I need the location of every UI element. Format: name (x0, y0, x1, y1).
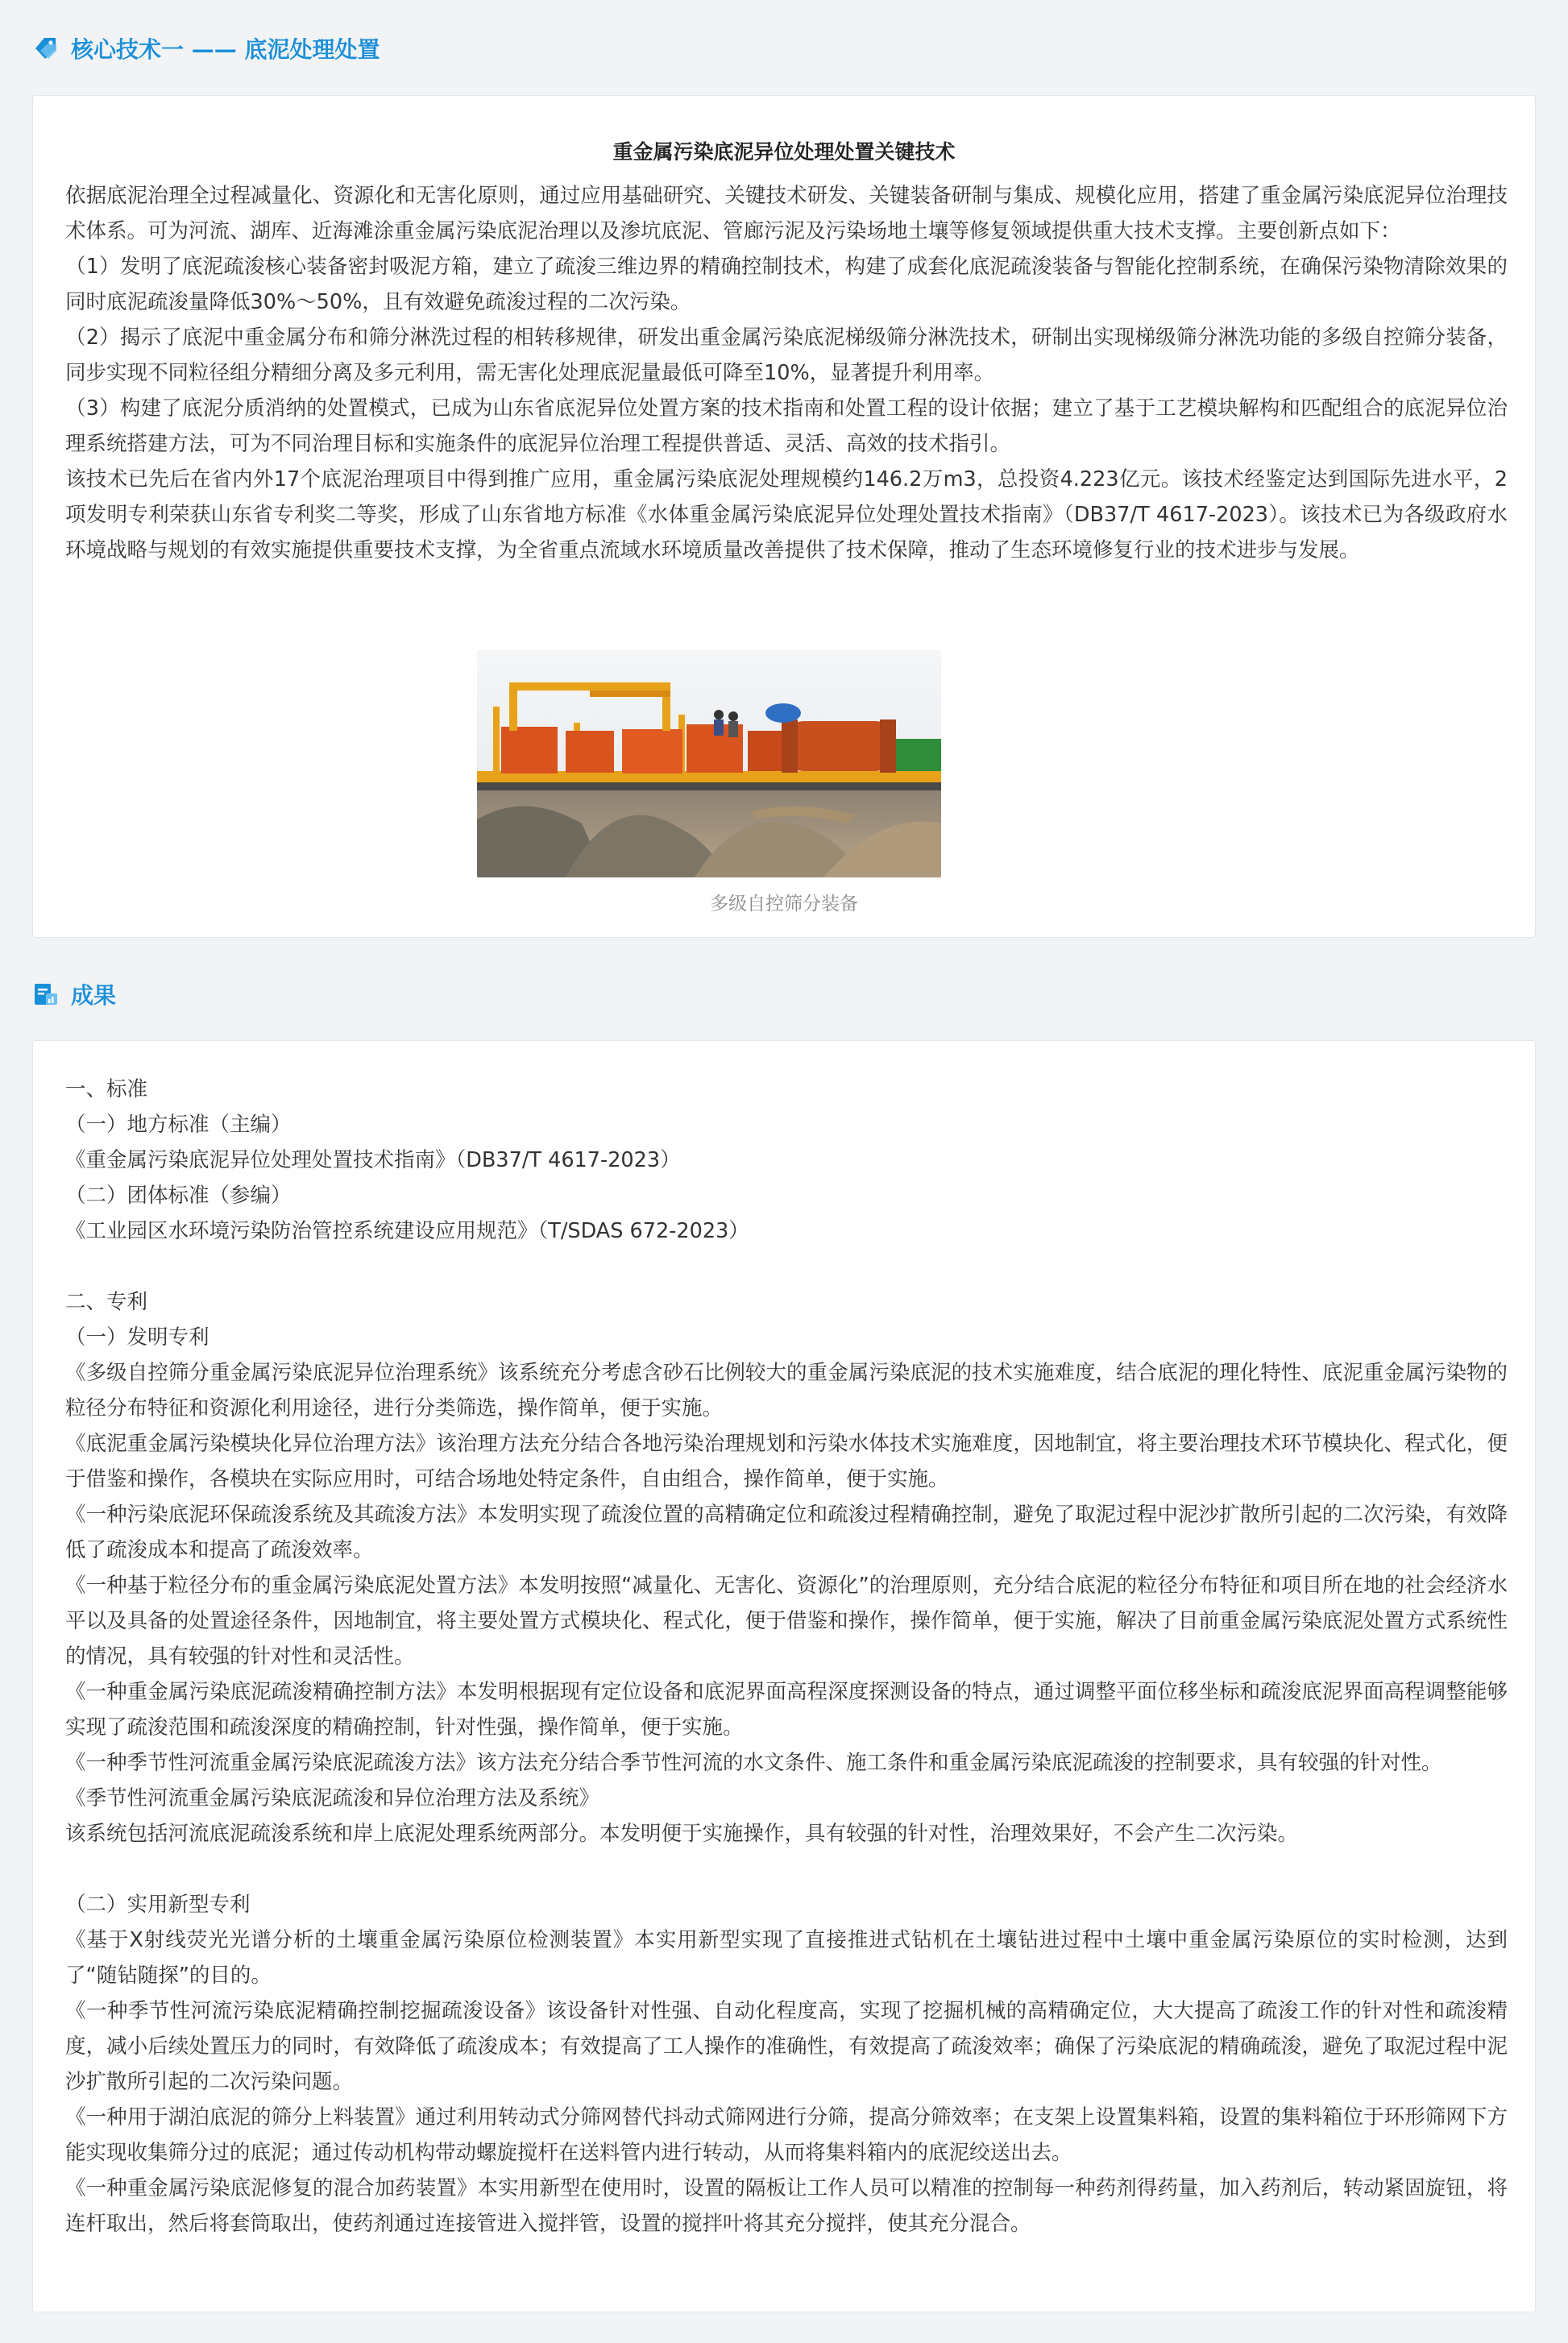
spacer (65, 1852, 1508, 1887)
core-tech-card (32, 95, 1536, 938)
heading-standards: 一、标准 (65, 1077, 148, 1101)
card-title: 重金属污染底泥异位处理处置关键技术 (612, 140, 956, 164)
list-item: 《一种基于粒径分布的重金属污染底泥处置方法》本发明按照“减量化、无害化、资源化”的治理原则，充分结合底泥的粒径分布特征和项目所在地的社会经济水平以及具备的处置途径条件，因地制宜，将主要处置方式模块化、程式化，便于借鉴和操作，操作简单，便于实施，解决了目前重金属污染底泥处置方式系统性的情况，具有较强的针对性和灵活性。 (65, 1574, 1508, 1669)
image-caption: 多级自控筛分装备 (710, 894, 858, 914)
document-chart-icon (32, 981, 60, 1008)
paragraph: （2）揭示了底泥中重金属分布和筛分淋洗过程的相转移规律，研发出重金属污染底泥梯级筛分淋洗技术，研制出实现梯级筛分淋洗功能的多级自控筛分装备，同步实现不同粒径组分精细分离及多元利用，需无害化处理底泥量最低可降至10%，显著提升利用率。 (65, 326, 1508, 385)
tag-icon (32, 35, 60, 62)
subheading: （二）实用新型专利 (65, 1893, 251, 1917)
core-tech-description (65, 178, 1508, 568)
list-item: 《多级自控筛分重金属污染底泥异位治理系统》该系统充分考虑含砂石比例较大的重金属污染底泥的技术实施难度，结合底泥的理化特性、底泥重金属污染物的粒径分布特征和资源化利用途径，进行分类筛选，操作简单，便于实施。 (65, 1361, 1508, 1420)
heading-patents: 二、专利 (65, 1290, 148, 1314)
spacer (65, 1249, 1508, 1284)
list-item: 《重金属污染底泥异位处理处置技术指南》（DB37/T 4617-2023） (65, 1148, 681, 1172)
section-title: 核心技术一 —— 底泥处理处置 (71, 36, 380, 63)
list-item: 该系统包括河流底泥疏浚系统和岸上底泥处理系统两部分。本发明便于实施操作，具有较强的针对性，治理效果好，不会产生二次污染。 (65, 1822, 1299, 1846)
subheading: （一）发明专利 (65, 1325, 209, 1350)
screening-equipment-photo (477, 650, 941, 877)
list-item: 《一种季节性河流污染底泥精确控制挖掘疏浚设备》该设备针对性强、自动化程度高，实现了挖掘机械的高精确定位，大大提高了疏浚工作的针对性和疏浚精度，减小后续处置压力的同时，有效降低了疏浚成本；有效提高了工人操作的准确性，有效提高了疏浚效率；确保了污染底泥的精确疏浚，避免了取泥过程中泥沙扩散所引起的二次污染问题。 (65, 1999, 1508, 2094)
subheading: （二）团体标准（参编） (65, 1184, 292, 1208)
list-item: 《季节性河流重金属污染底泥疏浚和异位治理方法及系统》 (65, 1786, 600, 1810)
paragraph: 依据底泥治理全过程减量化、资源化和无害化原则，通过应用基础研究、关键技术研发、关键装备研制与集成、规模化应用，搭建了重金属污染底泥异位治理技术体系。可为河流、湖库、近海滩涂重金属污染底泥治理以及渗坑底泥、管廊污泥及污染场地土壤等修复领域提供重大技术支撑。主要创新点如下： (65, 184, 1508, 243)
section-title: 成果 (71, 982, 117, 1009)
paragraph: （3）构建了底泥分质消纳的处置模式，已成为山东省底泥异位处置方案的技术指南和处置工程的设计依据；建立了基于工艺模块解构和匹配组合的底泥异位治理系统搭建方法，可为不同治理目标和实施条件的底泥异位治理工程提供普适、灵活、高效的技术指引。 (65, 396, 1508, 456)
achievements-list (65, 1072, 1508, 2241)
achievements-card (32, 1040, 1536, 2312)
list-item: 《一种用于湖泊底泥的筛分上料装置》通过利用转动式分筛网替代抖动式筛网进行分筛，提高分筛效率；在支架上设置集料箱，设置的集料箱位于环形筛网下方能实现收集筛分过的底泥；通过传动机构带动螺旋搅杆在送料管内进行转动，从而将集料箱内的底泥绞送出去。 (65, 2105, 1508, 2165)
list-item: 《一种重金属污染底泥疏浚精确控制方法》本发明根据现有定位设备和底泥界面高程深度探测设备的特点，通过调整平面位移坐标和疏浚底泥界面高程调整能够实现了疏浚范围和疏浚深度的精确控制，针对性强，操作简单，便于实施。 (65, 1680, 1508, 1740)
list-item: 《一种季节性河流重金属污染底泥疏浚方法》该方法充分结合季节性河流的水文条件、施工条件和重金属污染底泥疏浚的控制要求，具有较强的针对性。 (65, 1751, 1442, 1775)
paragraph: 该技术已先后在省内外17个底泥治理项目中得到推广应用，重金属污染底泥处理规模约146.2万m3，总投资4.223亿元。该技术经鉴定达到国际先进水平，2项发明专利荣获山东省专利奖二等奖，形成了山东省地方标准《水体重金属污染底泥异位处理处置技术指南》（DB37/T 4617-2023）。该技术已为各级政府水环境战略与规划的有效实施提供重要技术支撑，为全省重点流域水环境质量改善提供了技术保障，推动了生态环境修复行业的技术进步与发展。 (65, 467, 1508, 562)
section-header-achievements (32, 978, 116, 1010)
list-item: 《基于X射线荧光光谱分析的土壤重金属污染原位检测装置》本实用新型实现了直接推进式钻机在土壤钻进过程中土壤中重金属污染原位的实时检测，达到了“随钻随探”的目的。 (65, 1928, 1508, 1988)
list-item: 《底泥重金属污染模块化异位治理方法》该治理方法充分结合各地污染治理规划和污染水体技术实施难度，因地制宜，将主要治理技术环节模块化、程式化，便于借鉴和操作，各模块在实际应用时，可结合场地处特定条件，自由组合，操作简单，便于实施。 (65, 1432, 1508, 1491)
paragraph: （1）发明了底泥疏浚核心装备密封吸泥方箱，建立了疏浚三维边界的精确控制技术，构建了成套化底泥疏浚装备与智能化控制系统，在确保污染物清除效果的同时底泥疏浚量降低30%～50%，且有效避免疏浚过程的二次污染。 (65, 255, 1508, 314)
list-item: 《一种污染底泥环保疏浚系统及其疏浚方法》本发明实现了疏浚位置的高精确定位和疏浚过程精确控制，避免了取泥过程中泥沙扩散所引起的二次污染，有效降低了疏浚成本和提高了疏浚效率。 (65, 1503, 1508, 1562)
list-item: 《一种重金属污染底泥修复的混合加药装置》本实用新型在使用时，设置的隔板让工作人员可以精准的控制每一种药剂得药量，加入药剂后，转动紧固旋钮，将连杆取出，然后将套筒取出，使药剂通过连接管进入搅拌管，设置的搅拌叶将其充分搅拌，使其充分混合。 (65, 2176, 1508, 2236)
section-header-core-tech (32, 32, 380, 64)
subheading: （一）地方标准（主编） (65, 1113, 292, 1137)
list-item: 《工业园区水环境污染防治管控系统建设应用规范》（T/SDAS 672-2023） (65, 1219, 749, 1243)
